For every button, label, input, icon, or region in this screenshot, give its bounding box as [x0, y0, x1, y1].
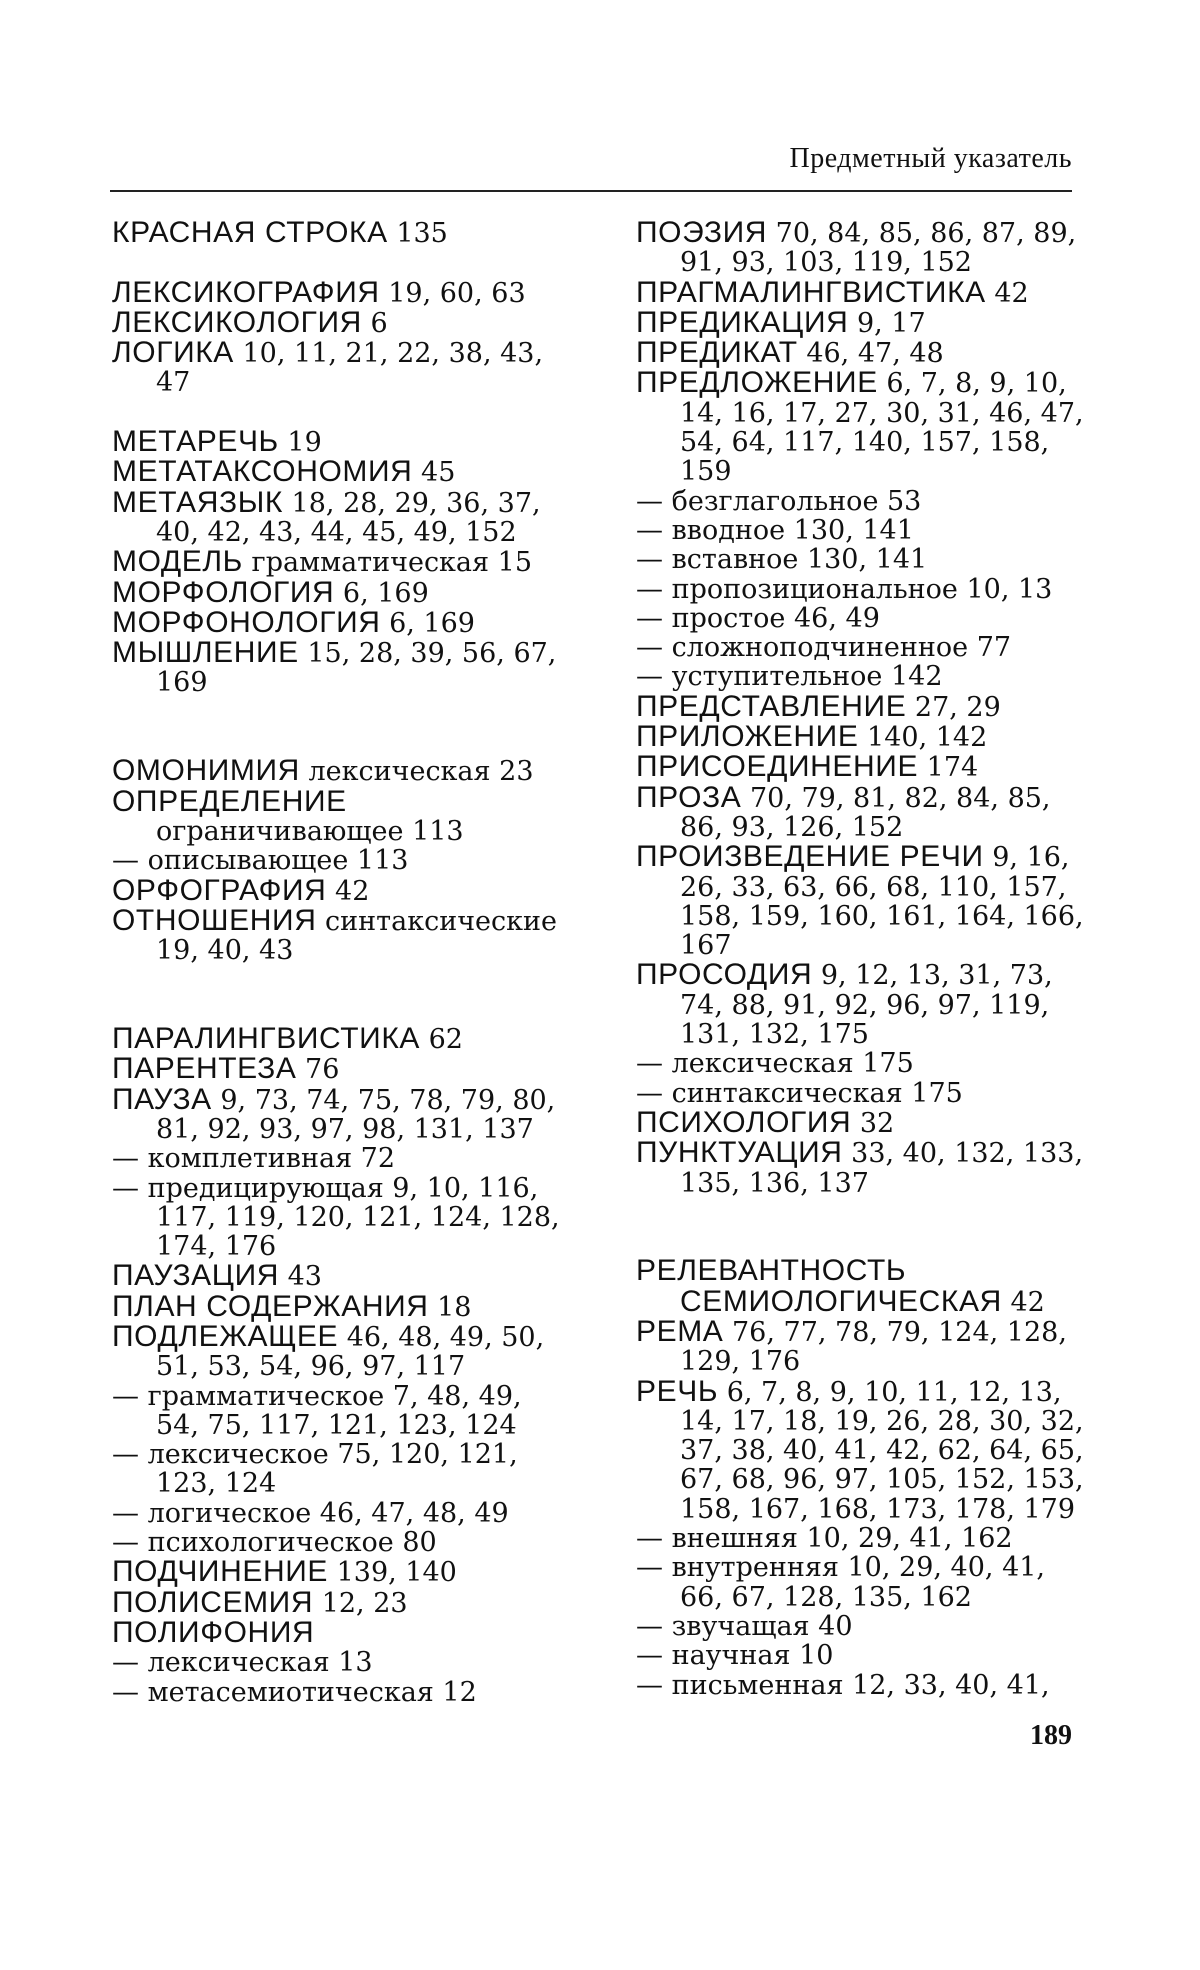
index-headword: ПУНКТУАЦИЯ: [636, 1136, 843, 1170]
index-entry: [112, 485, 572, 548]
index-entry: [112, 873, 572, 907]
index-entry: [636, 218, 1096, 278]
index-headword: МОРФОЛОГИЯ: [112, 575, 335, 609]
index-locators: — комплетивная 72: [112, 1143, 396, 1175]
index-locators: 174: [918, 752, 979, 784]
index-locators: — звучащая 40: [636, 1610, 853, 1642]
index-entry: [112, 1054, 572, 1084]
index-subentry: [112, 1499, 572, 1528]
index-entry: [112, 638, 572, 698]
index-headword: ПРИЛОЖЕНИЕ: [636, 720, 859, 754]
index-locators: 46, 47, 48: [797, 338, 944, 370]
index-subentry: [636, 1671, 1096, 1700]
index-locators: — метасемиотическая 12: [112, 1676, 477, 1708]
index-headword: МОДЕЛЬ: [112, 545, 243, 579]
index-subentry: [636, 662, 1096, 691]
index-headword: ПРЕДСТАВЛЕНИЕ: [636, 689, 907, 723]
index-subentry: [636, 487, 1096, 516]
index-locators: 6, 169: [380, 607, 475, 639]
index-headword: ОМОНИМИЯ: [112, 754, 300, 788]
index-entry: [636, 305, 1096, 339]
index-locators: 139, 140: [328, 1557, 457, 1589]
index-entry: [112, 1319, 572, 1383]
index-locators: — письменная 12, 33, 40, 41,: [636, 1669, 1050, 1701]
index-subentry: [636, 1612, 1096, 1641]
index-locators: 9, 17: [848, 307, 926, 339]
index-locators: — внутренняя 10, 29, 40, 41, 66, 67, 128, 135, 162: [636, 1552, 1046, 1613]
index-locators: — предицирующая 9, 10, 116, 117, 119, 120, 121, 124, 128, 174, 176: [112, 1172, 560, 1263]
index-locators: 70, 84, 85, 86, 87, 89, 91, 93, 103, 119, 152: [680, 218, 1077, 279]
index-headword: ПАУЗА: [112, 1082, 212, 1116]
index-locators: 32: [851, 1107, 895, 1139]
index-subentry: [112, 1382, 572, 1441]
index-headword: ЛЕКСИКОГРАФИЯ: [112, 275, 380, 309]
index-entry: [636, 722, 1096, 752]
index-locators: — безглагольное 53: [636, 485, 922, 517]
index-headword: ПРИСОЕДИНЕНИЕ: [636, 750, 919, 784]
index-subentry: [636, 1553, 1096, 1612]
index-locators: — логическое 46, 47, 48, 49: [112, 1497, 509, 1529]
entry-gap: [112, 698, 572, 757]
index-entry: [112, 427, 572, 457]
index-locators: — пропозициональное 10, 13: [636, 573, 1053, 605]
index-locators: 9, 16, 26, 33, 63, 66, 68, 110, 157, 158, 159, 160, 161, 164, 166, 167: [680, 842, 1084, 962]
index-entry: [112, 338, 572, 398]
index-subentry: [636, 633, 1096, 662]
index-entry: [636, 1138, 1096, 1198]
entry-gap: [112, 398, 572, 427]
index-entry: [112, 275, 572, 309]
index-locators: 6, 7, 8, 9, 10, 11, 12, 13, 14, 17, 18, 19, 26, 28, 30, 32, 37, 38, 40, 41, 42, 62, 64, 65, 67, 68, 96, 97, 105, 152, 153, 158, 167, 168, 173, 178, 179: [680, 1376, 1084, 1525]
index-locators: 6, 7, 8, 9, 10, 14, 16, 17, 27, 30, 31, 46, 47, 54, 64, 117, 140, 157, 158, 159: [680, 368, 1084, 488]
header-rule: [110, 190, 1072, 192]
index-entry: [636, 338, 1096, 368]
index-entry: [112, 1557, 572, 1587]
index-subentry: [636, 1524, 1096, 1553]
index-locators: 45: [412, 457, 456, 489]
index-headword: ЛЕКСИКОЛОГИЯ: [112, 305, 362, 339]
index-headword: ПАРАЛИНГВИСТИКА: [112, 1022, 421, 1056]
index-entry: [112, 547, 572, 577]
index-locators: 46, 48, 49, 50, 51, 53, 54, 96, 97, 117: [156, 1321, 545, 1383]
index-subentry: [112, 1678, 572, 1707]
index-subentry: [636, 1079, 1096, 1108]
index-locators: 18: [428, 1291, 472, 1323]
index-locators: — лексическое 75, 120, 121, 123, 124: [112, 1439, 518, 1500]
index-entry: [636, 1105, 1096, 1139]
index-subentry: [112, 1144, 572, 1173]
index-locators: — лексическая 13: [112, 1647, 373, 1679]
index-locators: — лексическая 175: [636, 1048, 914, 1080]
index-subentry: [112, 1440, 572, 1499]
index-locators: — вводное 130, 141: [636, 514, 914, 546]
index-entry: [112, 605, 572, 639]
index-locators: 140, 142: [858, 722, 988, 754]
index-headword: ПОДЛЕЖАЩЕЕ: [112, 1319, 339, 1353]
index-headword: ОРФОГРАФИЯ: [112, 873, 327, 907]
index-headword: РЕМА: [636, 1314, 724, 1348]
index-headword: ПОЛИСЕМИЯ: [112, 1585, 314, 1619]
index-headword: ОПРЕДЕЛЕНИЕ: [112, 784, 347, 818]
index-entry: [636, 960, 1096, 1049]
index-locators: — научная 10: [636, 1640, 834, 1672]
index-subentry: [636, 1049, 1096, 1078]
index-locators: 6: [361, 307, 388, 339]
index-locators: — внешняя 10, 29, 41, 162: [636, 1523, 1013, 1555]
index-entry: [112, 903, 572, 967]
index-locators: 43: [279, 1261, 322, 1293]
index-locators: 135: [387, 218, 448, 249]
index-locators: 12, 23: [313, 1587, 408, 1619]
index-locators: ограничивающее 113: [156, 815, 464, 847]
index-subentry: [636, 1641, 1096, 1670]
index-subentry: [636, 545, 1096, 574]
index-headword: ПРЕДЛОЖЕНИЕ: [636, 366, 878, 400]
index-entry: [636, 689, 1096, 723]
entry-gap: [112, 248, 572, 277]
index-entry: [636, 1314, 1096, 1378]
page-number: 189: [1030, 1720, 1072, 1751]
index-entry: [112, 1082, 572, 1145]
index-headword: ПАУЗАЦИЯ: [112, 1259, 280, 1293]
index-headword: МЕТАРЕЧЬ: [112, 425, 279, 459]
index-headword: МЕТАЯЗЫК: [112, 485, 283, 519]
index-locators: синтаксические 19, 40, 43: [156, 905, 557, 967]
index-entry: [636, 780, 1096, 843]
index-entry: [636, 275, 1096, 309]
index-entry: [112, 305, 572, 339]
index-locators: 19: [278, 427, 322, 459]
index-locators: 33, 40, 132, 133, 135, 136, 137: [680, 1138, 1084, 1199]
index-entry: [112, 1585, 572, 1619]
index-headword: РЕЧЬ: [636, 1374, 719, 1408]
index-subentry: [112, 1174, 572, 1262]
index-entry: [636, 752, 1096, 782]
index-headword: ПРОСОДИЯ: [636, 958, 813, 992]
index-subentry: [636, 516, 1096, 545]
index-entry: [636, 368, 1096, 486]
index-locators: — описывающее 113: [112, 845, 409, 877]
index-locators: 27, 29: [906, 691, 1001, 723]
index-headword: ПРЕДИКАТ: [636, 336, 798, 370]
index-locators: 10, 11, 21, 22, 38, 43, 47: [156, 338, 544, 399]
index-headword: МЕТАТАКСОНОМИЯ: [112, 455, 413, 489]
index-headword: ПОДЧИНЕНИЕ: [112, 1555, 328, 1589]
entry-gap: [636, 1198, 1096, 1257]
index-locators: 62: [420, 1024, 463, 1056]
index-locators: — грамматическое 7, 48, 49, 54, 75, 117, 121, 123, 124: [112, 1380, 522, 1441]
index-locators: 9, 73, 74, 75, 78, 79, 80, 81, 92, 93, 97, 98, 131, 137: [156, 1084, 556, 1145]
index-locators: 70, 79, 81, 82, 84, 85, 86, 93, 126, 152: [680, 782, 1051, 843]
index-locators: 9, 12, 13, 31, 73, 74, 88, 91, 92, 96, 97, 119, 131, 132, 175: [680, 960, 1053, 1051]
index-headword: ПРЕДИКАЦИЯ: [636, 305, 849, 339]
index-entry: [112, 756, 572, 786]
index-headword: ПОЭЗИЯ: [636, 216, 768, 249]
index-subentry: [636, 604, 1096, 633]
index-entry: [112, 1261, 572, 1291]
index-headword: МОРФОНОЛОГИЯ: [112, 605, 381, 639]
index-entry: [636, 842, 1096, 960]
running-head: Предметный указатель: [789, 143, 1072, 174]
index-headword: ПРОЗА: [636, 780, 742, 814]
index-entry: [636, 1374, 1096, 1525]
index-locators: грамматическая 15: [242, 547, 533, 579]
index-headword: ПСИХОЛОГИЯ: [636, 1105, 852, 1139]
index-locators: 76, 77, 78, 79, 124, 128, 129, 176: [680, 1316, 1067, 1378]
index-subentry: [112, 846, 572, 875]
index-locators: лексическая 23: [299, 756, 534, 788]
index-headword: ПАРЕНТЕЗА: [112, 1052, 297, 1086]
index-entry: [112, 1289, 572, 1323]
index-headword: ПЛАН СОДЕРЖАНИЯ: [112, 1289, 429, 1323]
index-headword: ОТНОШЕНИЯ: [112, 903, 317, 937]
index-entry: [636, 1256, 1096, 1317]
index-entry: [112, 1615, 572, 1649]
index-locators: 42: [985, 277, 1029, 309]
index-locators: — психологическое 80: [112, 1527, 437, 1559]
index-subentry: [636, 575, 1096, 604]
index-locators: 15, 28, 39, 56, 67, 169: [156, 638, 557, 699]
index-column-left: [112, 218, 572, 1707]
index-locators: — сложноподчиненное 77: [636, 632, 1012, 664]
index-column-right: [636, 218, 1096, 1700]
index-locators: 19, 60, 63: [379, 277, 526, 309]
index-locators: — синтаксическая 175: [636, 1077, 963, 1109]
index-headword: ЛОГИКА: [112, 336, 234, 370]
entry-gap: [112, 965, 572, 1024]
index-entry: [112, 457, 572, 487]
index-locators: — простое 46, 49: [636, 602, 880, 634]
index-locators: 18, 28, 29, 36, 37, 40, 42, 43, 44, 45, 49, 152: [156, 487, 541, 548]
index-headword: ПРАГМАЛИНГВИСТИКА: [636, 275, 986, 309]
index-headword: ПОЛИФОНИЯ: [112, 1615, 315, 1649]
index-entry: [112, 575, 572, 609]
index-locators: — вставное 130, 141: [636, 544, 928, 576]
index-locators: 42: [326, 875, 370, 907]
index-locators: — уступительное 142: [636, 661, 943, 693]
index-locators: 6, 169: [334, 577, 429, 609]
index-locators: 42: [1001, 1286, 1045, 1318]
index-headword: ПРОИЗВЕДЕНИЕ РЕЧИ: [636, 840, 984, 874]
index-headword: РЕЛЕВАНТНОСТЬ СЕМИОЛОГИЧЕСКАЯ: [636, 1254, 1002, 1318]
index-entry: [112, 1024, 572, 1054]
index-entry: [112, 784, 572, 847]
index-headword: МЫШЛЕНИЕ: [112, 636, 299, 670]
index-locators: 76: [296, 1054, 340, 1086]
index-entry: [112, 218, 572, 248]
index-subentry: [112, 1528, 572, 1557]
index-headword: КРАСНАЯ СТРОКА: [112, 216, 388, 249]
index-subentry: [112, 1648, 572, 1677]
